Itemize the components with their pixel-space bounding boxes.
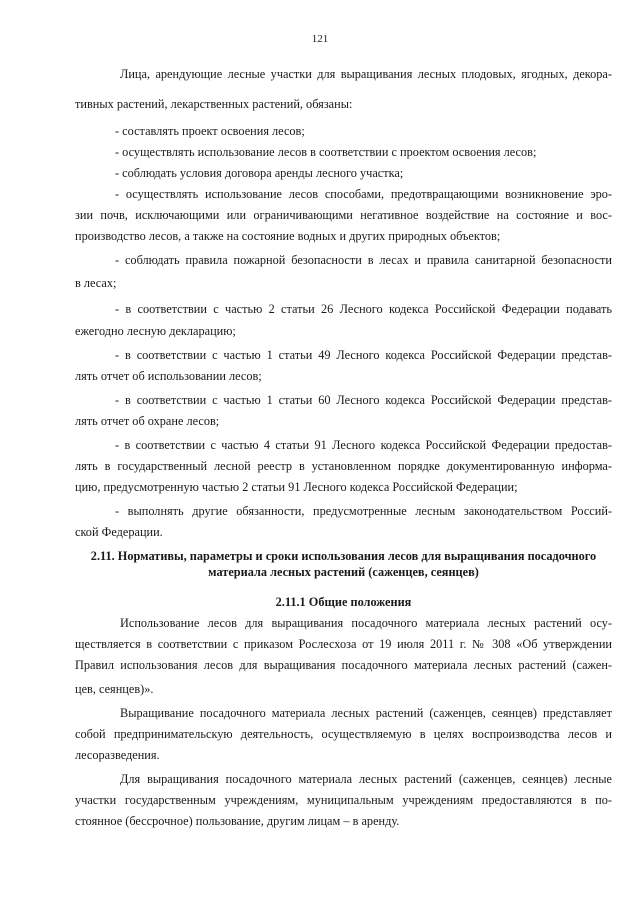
list-item: - в соответствии с частью 4 статьи 91 Лесного кодекса Российской Федерации предостав- xyxy=(115,438,612,452)
paragraph-line: стоянное (бессрочное) пользование, другим лицам – в аренду. xyxy=(75,814,400,828)
paragraph-line: ежегодно лесную декларацию; xyxy=(75,324,236,338)
paragraph-line: цев, сеянцев)». xyxy=(75,682,154,696)
list-item: - составлять проект освоения лесов; xyxy=(115,124,305,138)
subsection-heading: 2.11.1 Общие положения xyxy=(275,595,412,609)
paragraph-line: в лесах; xyxy=(75,276,117,290)
paragraph-line: собой предпринимательскую деятельность, осуществляемую в целях воспроизводства лесов и xyxy=(75,727,612,741)
list-item: - выполнять другие обязанности, предусмотренные лесным законодательством Россий- xyxy=(115,504,612,518)
list-item: - осуществлять использование лесов способами, предотвращающими возникновение эро- xyxy=(115,187,612,201)
list-item: - в соответствии с частью 1 статьи 60 Лесного кодекса Российской Федерации представ- xyxy=(115,393,612,407)
list-item: - в соответствии с частью 1 статьи 49 Лесного кодекса Российской Федерации представ- xyxy=(115,348,612,362)
paragraph-line: Для выращивания посадочного материала лесных растений (саженцев, сеянцев) лесные xyxy=(120,772,612,786)
paragraph-line: ществляется в соответствии с приказом Рослесхоза от 19 июля 2011 г. № 308 «Об утверждении xyxy=(75,637,612,651)
paragraph-line: тивных растений, лекарственных растений, обязаны: xyxy=(75,97,353,111)
paragraph-line: Правил использования лесов для выращивания посадочного материала лесных растений (сажен- xyxy=(75,658,612,672)
paragraph-line: Лица, арендующие лесные участки для выращивания лесных плодовых, ягодных, декора- xyxy=(120,67,612,81)
list-item: - соблюдать правила пожарной безопасности в лесах и правила санитарной безопасности xyxy=(115,253,612,267)
page-number: 121 xyxy=(311,33,329,45)
paragraph-line: лять отчет об охране лесов; xyxy=(75,414,220,428)
paragraph-line: лять в государственный лесной реестр в установленном порядке документированную информа- xyxy=(75,459,612,473)
paragraph-line: Выращивание посадочного материала лесных растений (саженцев, сеянцев) представляет xyxy=(120,706,612,720)
paragraph-line: участки государственным учреждениям, муниципальным учреждениям предоставляются в по- xyxy=(75,793,612,807)
paragraph-line: цию, предусмотренную частью 2 статьи 91 Лесного кодекса Российской Федерации; xyxy=(75,480,518,494)
section-heading: 2.11. Нормативы, параметры и сроки использования лесов для выращивания посадочного xyxy=(90,549,597,563)
list-item: - в соответствии с частью 2 статьи 26 Лесного кодекса Российской Федерации подавать xyxy=(115,302,612,316)
paragraph-line: зии почв, исключающими или ограничивающими негативное воздействие на состояние и вос- xyxy=(75,208,612,222)
paragraph-line: производство лесов, а также на состояние водных и других природных объектов; xyxy=(75,229,501,243)
list-item: - соблюдать условия договора аренды лесного участка; xyxy=(115,166,404,180)
paragraph-line: ской Федерации. xyxy=(75,525,163,539)
paragraph-line: Использование лесов для выращивания посадочного материала лесных растений осу- xyxy=(120,616,612,630)
paragraph-line: лесоразведения. xyxy=(75,748,160,762)
paragraph-line: лять отчет об использовании лесов; xyxy=(75,369,262,383)
section-heading: материала лесных растений (саженцев, сеянцев) xyxy=(208,565,479,579)
list-item: - осуществлять использование лесов в соответствии с проектом освоения лесов; xyxy=(115,145,537,159)
